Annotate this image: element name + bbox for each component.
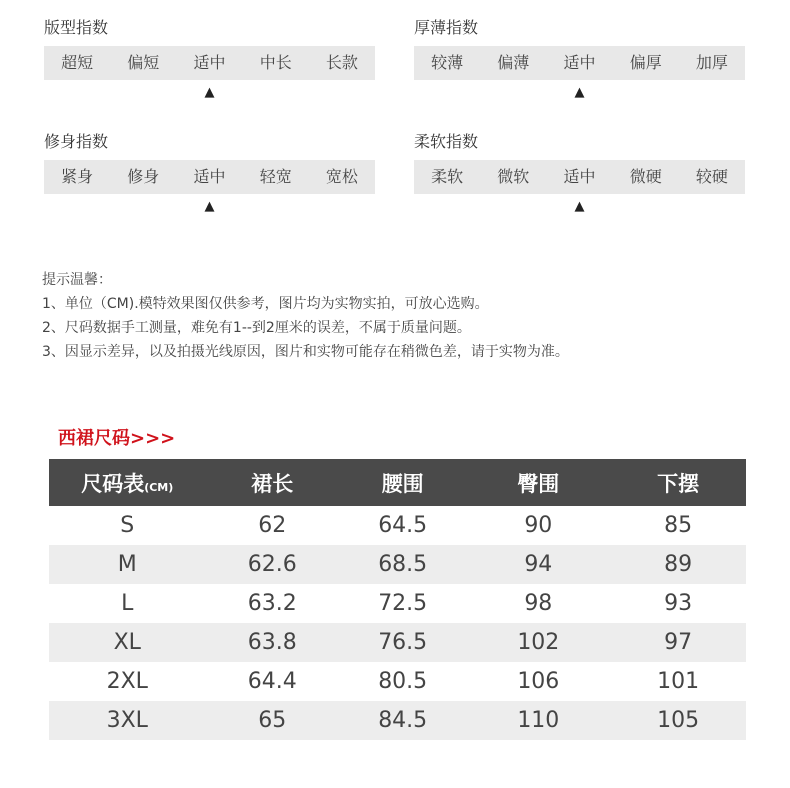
table-row	[49, 584, 746, 623]
indicator-option: 加厚	[695, 53, 728, 72]
table-cell: 89	[610, 545, 746, 584]
table-cell: 76.5	[339, 623, 466, 662]
table-cell: 80.5	[378, 669, 428, 694]
indicator-option: 柔软	[431, 167, 464, 186]
indicator-title: 版型指数	[44, 18, 109, 37]
indicator-title: 修身指数	[44, 132, 109, 151]
indicator-fit-length	[44, 16, 375, 106]
table-cell: 97	[610, 623, 746, 662]
indicator-option: 超短	[61, 53, 94, 72]
size-chart-title: 西裙尺码>>>	[58, 428, 176, 449]
indicator-marker-row	[414, 80, 745, 106]
table-cell: 90	[524, 513, 553, 538]
header-cell: 腰围	[339, 459, 466, 506]
indicator-option: 较薄	[431, 53, 464, 72]
size-cell: L	[121, 591, 134, 616]
header-cell: 下摆	[610, 459, 746, 506]
triangle-up-icon: ▲	[204, 85, 215, 100]
indicator-option: 长款	[325, 53, 358, 72]
indicator-title: 柔软指数	[414, 132, 479, 151]
table-cell: 64.4	[247, 669, 297, 694]
indicator-option: 适中	[563, 53, 596, 72]
size-table-header	[49, 459, 746, 506]
table-cell: 63.8	[206, 623, 340, 662]
indicator-option: 偏短	[127, 53, 160, 72]
indicator-option: 适中	[563, 167, 596, 186]
indicator-option: 微硬	[629, 167, 662, 186]
table-cell: 63.2	[247, 591, 297, 616]
header-size-label: 尺码表	[81, 471, 145, 496]
tip-line: 1、单位（CM).模特效果图仅供参考，图片均为实物实拍，可放心选购。	[42, 296, 489, 312]
indicator-marker-row	[44, 194, 375, 220]
table-cell: 64.5	[378, 513, 428, 538]
table-cell: 72.5	[378, 591, 428, 616]
indicator-softness	[414, 130, 745, 220]
table-cell: 65	[206, 701, 340, 740]
tips-heading: 提示温馨：	[42, 272, 112, 288]
table-cell: 93	[664, 591, 693, 616]
table-row	[49, 506, 746, 545]
indicator-marker-row	[44, 80, 375, 106]
table-cell: 85	[664, 513, 693, 538]
tips-section	[42, 268, 569, 364]
indicator-option: 适中	[193, 167, 226, 186]
table-cell: 84.5	[339, 701, 466, 740]
indicator-scale	[414, 160, 745, 194]
header-unit: (CM)	[144, 480, 174, 494]
size-cell: XL	[49, 623, 206, 662]
table-row	[49, 701, 746, 740]
indicator-option: 修身	[127, 167, 160, 186]
header-cell: 臀围	[466, 459, 610, 506]
indicator-scale	[44, 46, 375, 80]
size-cell: 2XL	[106, 669, 148, 694]
indicator-option: 紧身	[61, 167, 94, 186]
size-cell: 3XL	[49, 701, 206, 740]
indicator-option: 偏厚	[629, 53, 662, 72]
header-size-cell	[49, 459, 206, 506]
triangle-up-icon: ▲	[574, 85, 585, 100]
table-cell: 62	[258, 513, 287, 538]
indicator-slim-fit	[44, 130, 375, 220]
size-cell: S	[120, 513, 135, 538]
indicator-option: 偏薄	[497, 53, 530, 72]
indicator-scale	[44, 160, 375, 194]
indicator-option: 较硬	[695, 167, 728, 186]
table-cell: 110	[466, 701, 610, 740]
table-cell: 105	[610, 701, 746, 740]
indicator-option: 微软	[497, 167, 530, 186]
table-cell: 106	[517, 669, 560, 694]
indicator-option: 中长	[259, 53, 292, 72]
indicator-option: 宽松	[325, 167, 358, 186]
table-row	[49, 623, 746, 662]
triangle-up-icon: ▲	[204, 199, 215, 214]
table-cell: 68.5	[339, 545, 466, 584]
table-cell: 98	[524, 591, 553, 616]
indicator-title: 厚薄指数	[414, 18, 479, 37]
tip-line: 2、尺码数据手工测量，难免有1--到2厘米的误差，不属于质量问题。	[42, 320, 471, 336]
size-table	[49, 459, 746, 740]
indicator-marker-row	[414, 194, 745, 220]
table-row	[49, 662, 746, 701]
indicator-scale	[414, 46, 745, 80]
triangle-up-icon: ▲	[574, 199, 585, 214]
table-cell: 101	[657, 669, 700, 694]
table-cell: 94	[466, 545, 610, 584]
table-cell: 102	[466, 623, 610, 662]
indicator-thickness	[414, 16, 745, 106]
table-row	[49, 545, 746, 584]
header-cell: 裙长	[206, 459, 340, 506]
indicator-option: 适中	[193, 53, 226, 72]
tip-line: 3、因显示差异，以及拍摄光线原因，图片和实物可能存在稍微色差，请于实物为准。	[42, 344, 569, 360]
table-cell: 62.6	[206, 545, 340, 584]
size-cell: M	[49, 545, 206, 584]
indicator-option: 轻宽	[259, 167, 292, 186]
